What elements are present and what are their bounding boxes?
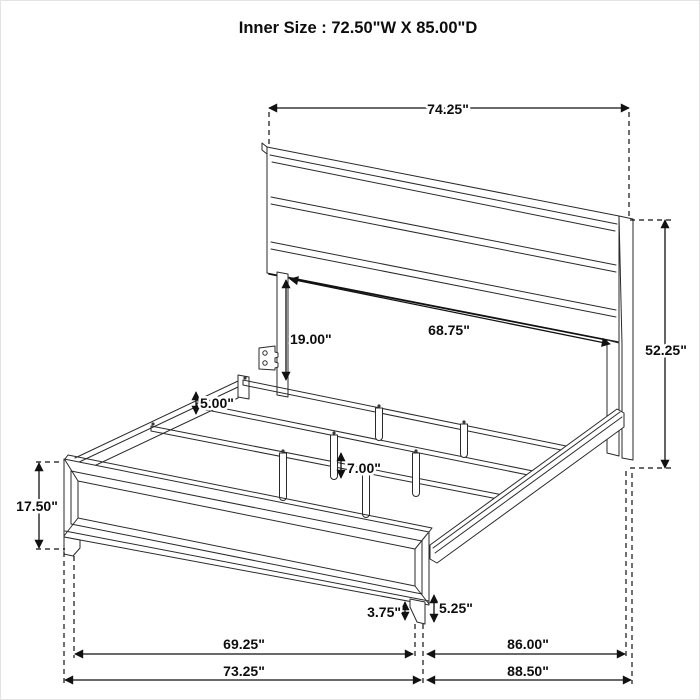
headboard-drawing	[238, 143, 633, 460]
dim-label-inner-depth: 86.00"	[507, 636, 549, 652]
rail-bracket	[259, 346, 278, 370]
footboard-right-leg	[410, 599, 425, 624]
dim-label-slat-leg: 7.00"	[347, 460, 381, 476]
dim-label-side-height: 52.25"	[645, 342, 687, 358]
dim-label-footboard-inner-width: 69.25"	[223, 636, 265, 652]
dim-label-top-width: 74.25"	[427, 101, 469, 117]
dim-label-outer-depth: 88.50"	[507, 663, 549, 679]
footboard-left-leg	[64, 537, 80, 556]
dim-label-inner-width: 68.75"	[428, 322, 470, 338]
dim-label-footboard-outer-width: 73.25"	[223, 663, 265, 679]
footboard-drawing	[64, 455, 432, 624]
dim-label-clearance: 19.00"	[290, 331, 332, 347]
dim-label-bottom-rail: 3.75"	[367, 604, 401, 620]
diagram-title: Inner Size : 72.50"W X 85.00"D	[238, 19, 478, 37]
rail-hook-plate	[238, 375, 249, 399]
dim-label-footboard-leg: 5.25"	[439, 600, 473, 616]
dim-label-footboard-height: 17.50"	[16, 498, 58, 514]
diagram-canvas	[1, 1, 700, 700]
dim-label-rail-height: 5.00"	[200, 395, 234, 411]
